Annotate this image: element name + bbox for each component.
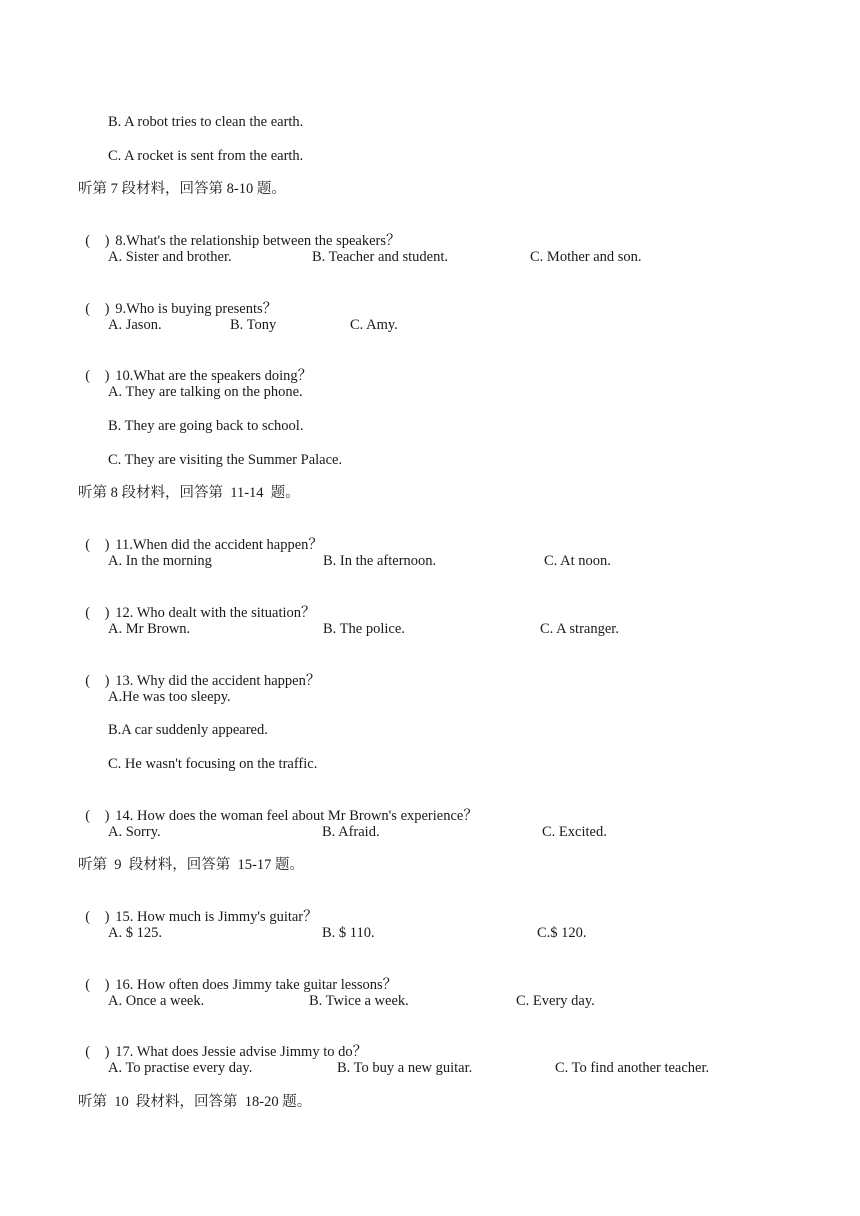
- option-13a: A.He was too sleepy.: [108, 689, 231, 705]
- option-16a: A. Once a week.: [108, 993, 205, 1009]
- section-heading-8: 听第 8 段材料，回答第 11-14 题。: [78, 485, 300, 501]
- question-14: [78, 789, 478, 825]
- question-text: 14. How does the woman feel about Mr Brown's experience？: [115, 808, 478, 824]
- option-17a: A. To practise every day.: [108, 1060, 253, 1076]
- option-14b: B. Afraid.: [322, 824, 380, 840]
- option-15b: B. $ 110.: [322, 925, 375, 941]
- answer-blank[interactable]: ( ): [85, 605, 110, 621]
- option-9b: B. Tony: [230, 317, 277, 333]
- question-8: [78, 214, 401, 250]
- section-heading-10: 听第 10 段材料，回答第 18-20 题。: [78, 1094, 312, 1110]
- question-text: 15. How much is Jimmy's guitar？: [115, 909, 318, 925]
- question-16: [78, 958, 397, 994]
- option-17b: B. To buy a new guitar.: [337, 1060, 473, 1076]
- option-13b: B.A car suddenly appeared.: [108, 722, 268, 738]
- section-heading-7: 听第 7 段材料，回答第 8-10 题。: [78, 181, 286, 197]
- option-16c: C. Every day.: [516, 993, 595, 1009]
- option-14a: A. Sorry.: [108, 824, 161, 840]
- option-9a: A. Jason.: [108, 317, 162, 333]
- option-11c: C. At noon.: [544, 553, 611, 569]
- option-13c: C. He wasn't focusing on the traffic.: [108, 756, 318, 772]
- answer-blank[interactable]: ( ): [85, 537, 110, 553]
- question-15: [78, 890, 318, 926]
- answer-blank[interactable]: ( ): [85, 1044, 110, 1060]
- option-10b: B. They are going back to school.: [108, 418, 304, 434]
- option-16b: B. Twice a week.: [309, 993, 409, 1009]
- option-12b: B. The police.: [323, 621, 405, 637]
- option-8c: C. Mother and son.: [530, 249, 642, 265]
- option-11a: A. In the morning: [108, 553, 212, 569]
- option-8a: A. Sister and brother.: [108, 249, 232, 265]
- option-12c: C. A stranger.: [540, 621, 619, 637]
- question-text: 9.Who is buying presents？: [115, 301, 278, 317]
- answer-blank[interactable]: ( ): [85, 301, 110, 317]
- option-8b: B. Teacher and student.: [312, 249, 449, 265]
- option-9c: C. Amy.: [350, 317, 398, 333]
- option-11b: B. In the afternoon.: [323, 553, 437, 569]
- answer-blank[interactable]: ( ): [85, 808, 110, 824]
- option-12a: A. Mr Brown.: [108, 621, 191, 637]
- answer-blank[interactable]: ( ): [85, 368, 110, 384]
- answer-blank[interactable]: ( ): [85, 977, 110, 993]
- question-text: 12. Who dealt with the situation？: [115, 605, 316, 621]
- option-7b: B. A robot tries to clean the earth.: [108, 114, 304, 130]
- option-17c: C. To find another teacher.: [555, 1060, 710, 1076]
- question-17: [78, 1025, 367, 1061]
- question-text: 8.What's the relationship between the speakers？: [115, 233, 401, 249]
- question-12: [78, 586, 316, 622]
- answer-blank[interactable]: ( ): [85, 909, 110, 925]
- section-heading-9: 听第 9 段材料，回答第 15-17 题。: [78, 857, 304, 873]
- answer-blank[interactable]: ( ): [85, 673, 110, 689]
- question-text: 13. Why did the accident happen？: [115, 673, 321, 689]
- option-10a: A. They are talking on the phone.: [108, 384, 303, 400]
- question-text: 17. What does Jessie advise Jimmy to do？: [115, 1044, 368, 1060]
- option-7c: C. A rocket is sent from the earth.: [108, 148, 304, 164]
- question-10: [78, 349, 312, 385]
- question-9: [78, 282, 277, 318]
- question-11: [78, 518, 323, 554]
- answer-blank[interactable]: ( ): [85, 233, 110, 249]
- question-text: 10.What are the speakers doing？: [115, 368, 313, 384]
- option-15c: C.$ 120.: [537, 925, 587, 941]
- option-14c: C. Excited.: [542, 824, 607, 840]
- question-13: [78, 654, 320, 690]
- option-10c: C. They are visiting the Summer Palace.: [108, 452, 343, 468]
- option-15a: A. $ 125.: [108, 925, 162, 941]
- question-text: 16. How often does Jimmy take guitar lessons？: [115, 977, 398, 993]
- question-text: 11.When did the accident happen？: [115, 537, 323, 553]
